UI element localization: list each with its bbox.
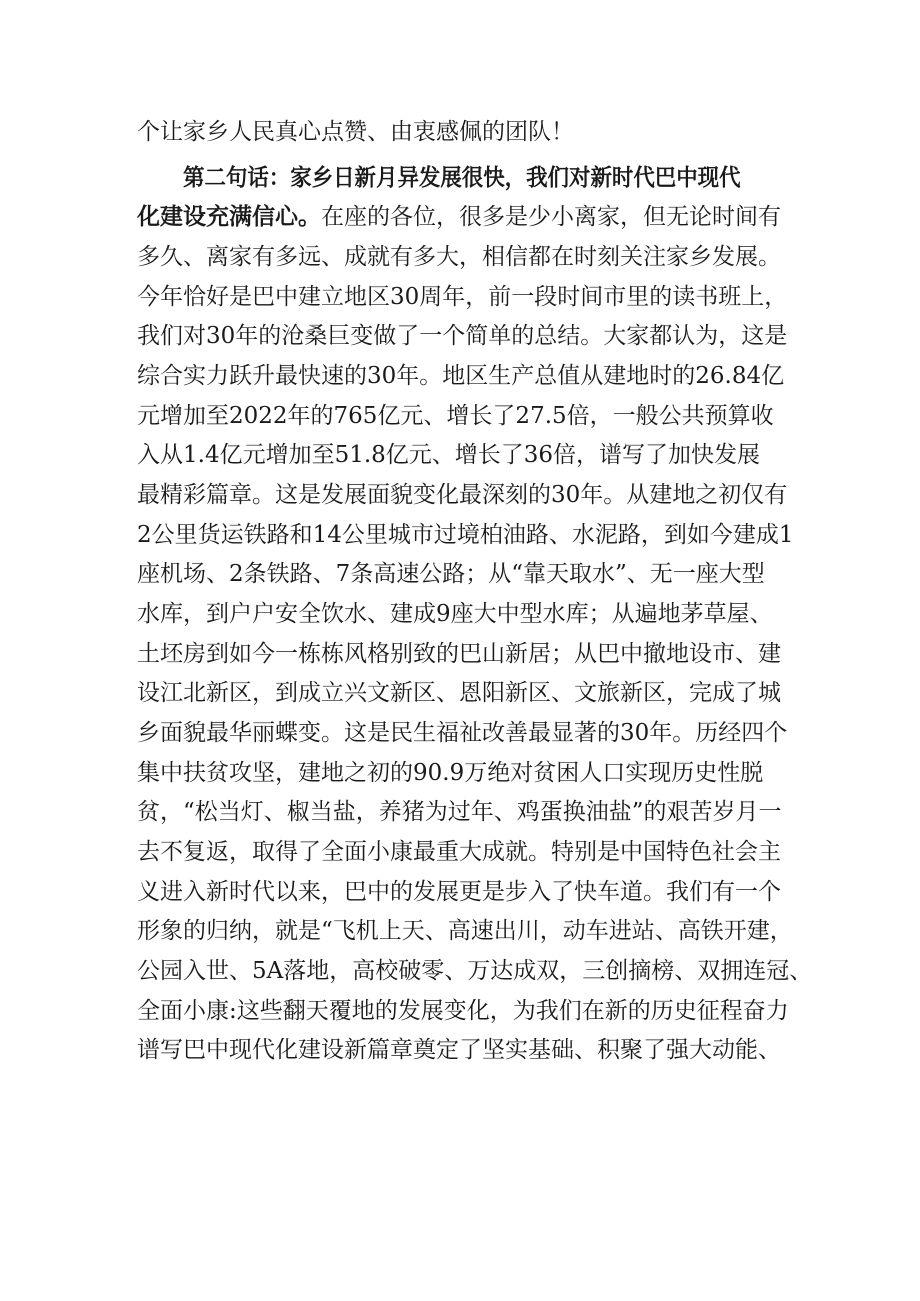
text-line: 元增加至2022年的765亿元、增长了27.5倍，一般公共预算收	[137, 403, 774, 429]
text-line: 集中扶贫攻坚，建地之初的90.9万绝对贫困人口实现历史性脱	[137, 760, 764, 786]
text-line	[137, 197, 817, 237]
text-line: 2公里货运铁路和14公里城市过境柏油路、水泥路，到如今建成1	[137, 522, 794, 548]
text-line: 贫，“松当灯、椒当盐，养猪为过年、鸡蛋换油盐”的艰苦岁月一	[137, 799, 782, 825]
text-line: 义进入新时代以来，巴中的发展更是步入了快车道。我们有一个	[137, 879, 781, 905]
bold-segment: 第二句话：家乡日新月异发展很快，我们对新时代巴中现代	[183, 165, 741, 191]
text-line: 土坯房到如今一栋栋风格别致的巴山新居；从巴中撤地设市、建	[137, 641, 781, 667]
text-line: 去不复返，取得了全面小康最重大成就。特别是中国特色社会主	[137, 839, 781, 865]
text-line: 座机场、2条铁路、7条高速公路；从“靠天取水”、无一座大型	[137, 561, 765, 587]
text-line: 综合实力跃升最快速的30年。地区生产总值从建地时的26.84亿	[137, 363, 785, 389]
text-line: 公园入世、5A落地，高校破零、万达成双，三创摘榜、双拥连冠、	[137, 958, 813, 984]
text-line: 水库，到户户安全饮水、建成9座大中型水库；从遍地茅草屋、	[137, 601, 773, 627]
text-line: 形象的归纳，就是“飞机上天、高速出川，动车进站、高铁开建，	[137, 918, 793, 944]
text-line: 入从1.4亿元增加至51.8亿元、增长了36倍，谱写了加快发展	[137, 442, 761, 468]
text-line: 个让家乡人民真心点赞、由衷感佩的团队！	[137, 119, 574, 145]
text-line: 今年恰好是巴中建立地区30周年，前一段时间市里的读书班上，	[137, 284, 788, 310]
text-line: 最精彩篇章。这是发展面貌变化最深刻的30年。从建地之初仅有	[137, 482, 788, 508]
text-line: 谱写巴中现代化建设新篇章奠定了坚实基础、积聚了强大动能、	[137, 1037, 781, 1063]
text-line: 乡面貌最华丽蝶变。这是民生福祉改善最显著的30年。历经四个	[137, 720, 788, 746]
text-line: 多久、离家有多远、成就有多大，相信都在时刻关注家乡发展。	[137, 244, 781, 270]
text-line-bold-heading	[183, 158, 817, 198]
text-line: 设江北新区，到成立兴文新区、恩阳新区、文旅新区，完成了城	[137, 680, 781, 706]
normal-segment: 在座的各位，很多是少小离家，但无论时间有	[321, 204, 781, 230]
text-line: 我们对30年的沧桑巨变做了一个简单的总结。大家都认为，这是	[137, 323, 788, 349]
bold-segment: 化建设充满信心。	[137, 204, 321, 230]
text-line: 全面小康:这些翻天覆地的发展变化，为我们在新的历史征程奋力	[137, 998, 789, 1024]
